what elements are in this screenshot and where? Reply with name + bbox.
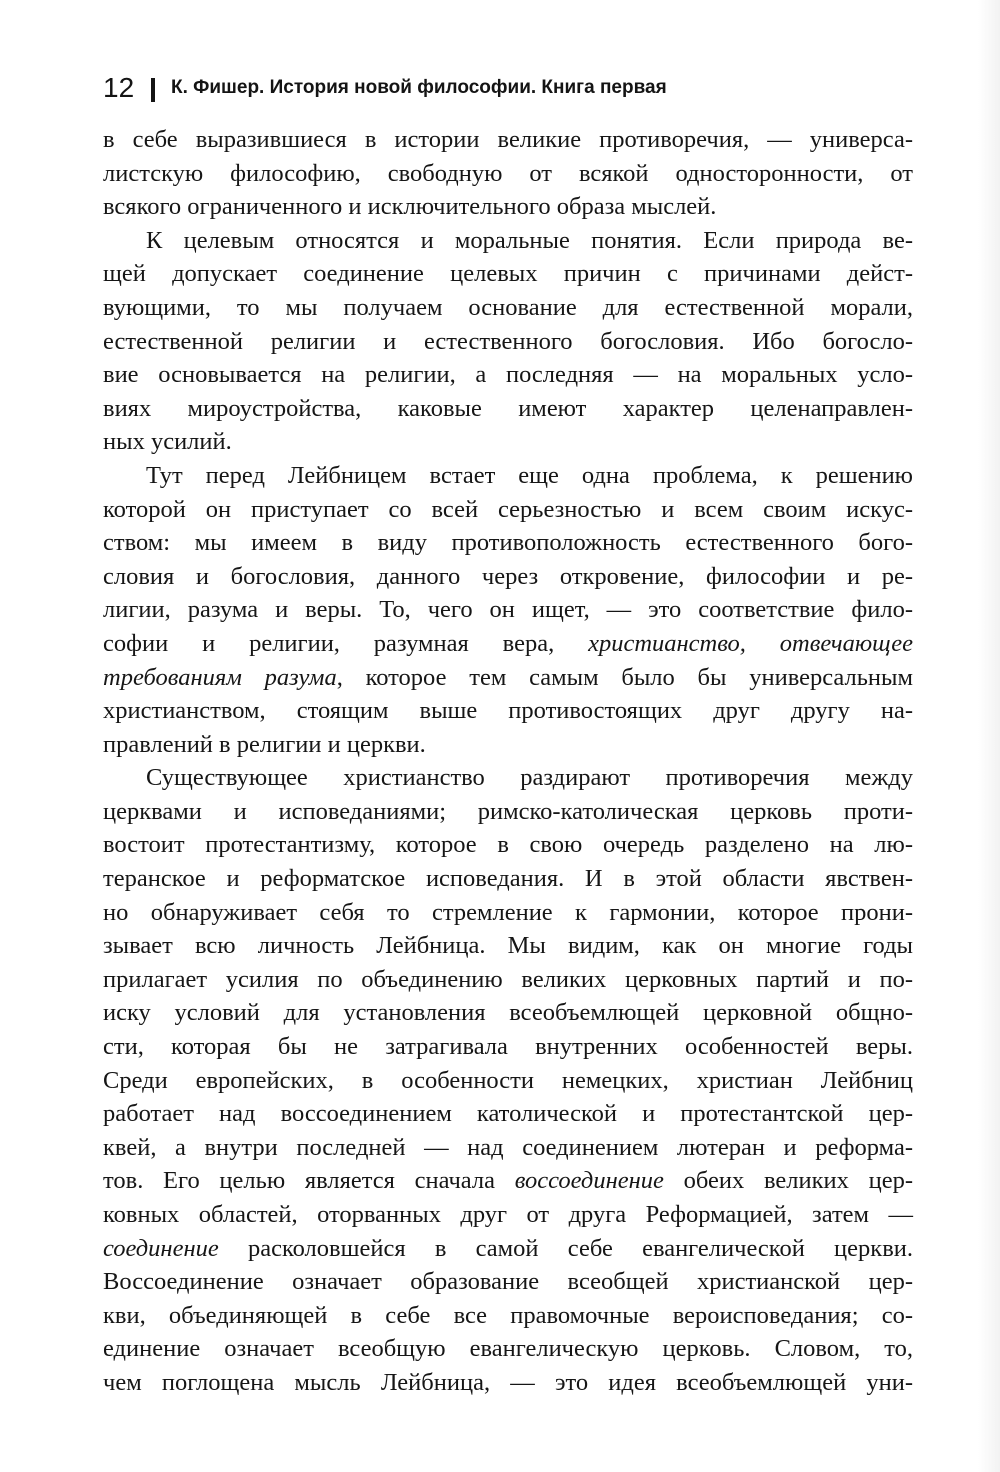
text-line [103,1030,913,1064]
italic-phrase: соединение [103,1234,219,1262]
text-line [103,1299,913,1333]
text-segment: иску условий для установления всеобъемлющей церковной общно- [103,999,913,1027]
text-segment: востоит протестантизму, которое в свою очередь разделено на лю- [103,831,913,859]
text-segment: К целевым относятся и моральные понятия. Если природа ве- [146,226,913,254]
text-line [103,157,913,191]
text-segment: софии и религии, разумная вера, [103,629,589,657]
text-segment: квей, а внутри последней — над соединением лютеран и реформа- [103,1133,913,1161]
text-segment: которой он приступает со всей серьезностью и всем своим искус- [103,495,913,523]
text-segment: правлений в религии и церкви. [103,730,426,758]
text-line [103,896,913,930]
text-line [103,694,913,728]
italic-phrase: требованиям разума [103,663,337,691]
text-segment: теранское и реформатское исповедания. И в этой области явствен- [103,865,913,893]
italic-phrase: христианство, отвечающее [588,629,913,657]
page-number: 12 [103,72,135,103]
text-segment: кви, объединяющей в себе все правомочные вероисповедания; со- [103,1301,913,1329]
text-segment: чем поглощена мысль Лейбница, — это идея всеобъемлющей уни- [103,1368,913,1396]
text-line [103,560,913,594]
text-segment: ковных областей, оторванных друг от друга Реформацией, затем — [103,1201,913,1228]
text-line [103,761,913,795]
text-line [103,1366,913,1400]
text-segment: единение означает всеобщую евангелическую церковь. Словом, то, [103,1335,913,1363]
text-segment: листскую философию, свободную от всякой односторонности, от [103,159,913,187]
text-line [103,1064,913,1098]
text-segment: работает над воссоединением католической и протестантской цер- [103,1100,913,1128]
text-line [103,1332,913,1366]
text-segment: обеих великих цер- [663,1167,913,1195]
text-segment: сти, которая бы не затрагивала внутренних особенностей веры. [103,1033,913,1061]
text-line [103,1164,913,1198]
text-line [103,224,913,258]
text-segment: Среди европейских, в особенности немецких, христиан Лейбниц [103,1066,913,1094]
text-line [103,996,913,1030]
text-line [103,190,913,224]
header-separator-bar [151,78,155,102]
text-segment: церквами и исповеданиями; римско-католическая церковь проти- [103,797,913,825]
text-line [103,593,913,627]
text-segment: Тут перед Лейбницем встает еще одна проблема, к решению [146,461,913,489]
text-segment: словия и богословия, данного через откровение, философии и ре- [103,562,913,590]
text-segment: расколовшейся в самой себе евангелической церкви. [218,1234,913,1262]
text-line [103,425,913,459]
text-line [103,1265,913,1299]
text-line [103,795,913,829]
page-header [103,70,923,110]
text-line [103,661,913,695]
text-segment: прилагает усилия по объединению великих церковных партий и по- [103,965,913,993]
text-segment: виях мироустройства, каковые имеют характер целенаправлен- [103,394,913,422]
text-line [103,257,913,291]
body-text [103,123,913,1400]
page-edge-shadow [978,0,1000,1472]
text-line [103,358,913,392]
text-line [103,392,913,426]
text-line [103,929,913,963]
text-line [103,493,913,527]
text-line [103,325,913,359]
text-segment: , которое тем самым было бы универсальным [336,663,913,691]
text-segment: Воссоединение означает образование всеобщей христианской цер- [103,1268,913,1296]
running-title: К. Фишер. История новой философии. Книга первая [171,77,667,98]
text-segment: вующими, то мы получаем основание для естественной морали, [103,293,913,321]
text-segment: всякого ограниченного и исключительного образа мыслей. [103,193,717,221]
text-line [103,1232,913,1266]
text-line [103,963,913,997]
text-segment: ством: мы имеем в виду противоположность естественного бого- [103,529,913,557]
text-segment: в себе выразившиеся в истории великие противоречия, — универса- [103,126,913,153]
text-line [103,123,913,157]
text-segment: вие основывается на религии, а последняя — на моральных усло- [103,361,913,389]
text-segment: тов. Его целью является сначала [103,1167,515,1195]
text-line [103,1097,913,1131]
text-segment: естественной религии и естественного богословия. Ибо богосло- [103,327,913,355]
text-segment: Существующее христианство раздирают противоречия между [146,764,913,792]
text-segment: лигии, разума и веры. То, чего он ищет, — это соответствие фило- [103,596,913,624]
text-line [103,526,913,560]
text-segment: щей допускает соединение целевых причин с причинами дейст- [103,260,913,288]
text-segment: христианством, стоящим выше противостоящих друг другу на- [103,697,913,725]
text-line [103,1131,913,1165]
text-segment: зывает всю личность Лейбница. Мы видим, как он многие годы [103,932,913,960]
text-line [103,459,913,493]
text-line [103,291,913,325]
text-line [103,862,913,896]
text-line [103,1198,913,1232]
text-segment: ных усилий. [103,428,232,456]
text-segment: но обнаруживает себя то стремление к гармонии, которое прони- [103,898,913,926]
text-line [103,627,913,661]
text-line [103,728,913,762]
italic-phrase: воссоединение [514,1167,664,1195]
text-line [103,828,913,862]
